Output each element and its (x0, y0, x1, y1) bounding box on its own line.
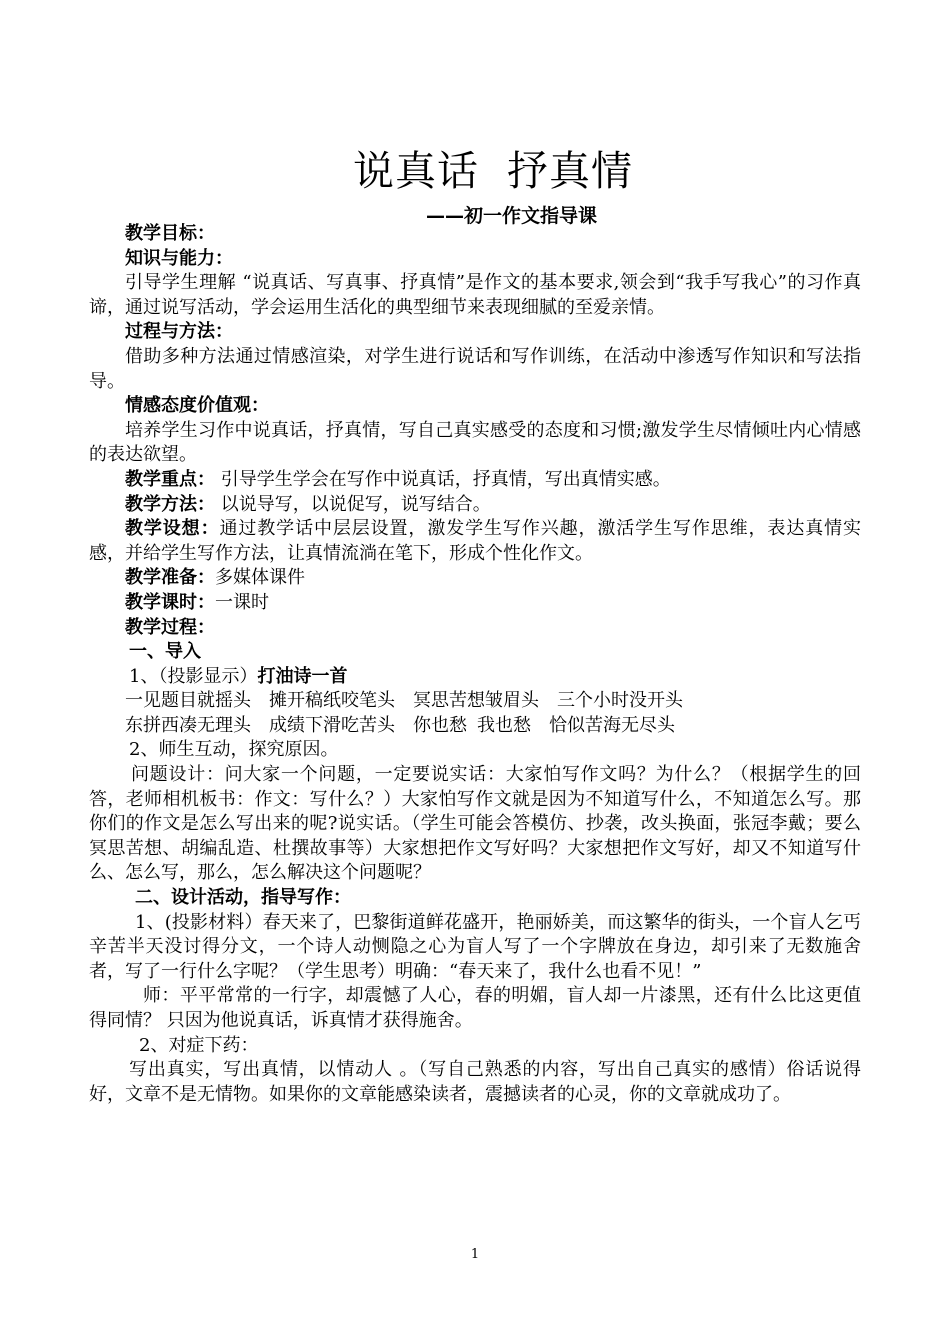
poem-line-1 (89, 689, 861, 714)
remedy-text: 写出真实，写出真情，以情动人 。（写自己熟悉的内容，写出自己真实的感情）俗话说得好，文章不是无情物。如果你的文章能感染读者，震撼读者的心灵，你的文章就成功了。 (89, 1059, 861, 1105)
teaching-method-text: 以说导写，以说促写，说写结合。 (215, 493, 491, 515)
knowledge-text: 引导学生理解 “说真话、写真事、抒真情”是作文的基本要求,领会到“我手写我心”的习作真谛，通过说写活动，学会运用生活化的典型细节来表现细腻的至爱亲情。 (89, 272, 861, 318)
teaching-design-text: 通过教学话中层层设置，激发学生写作兴趣，激活学生写作思维，表达真情实感，并给学生写作方法，让真情流淌在笔下，形成个性化作文。 (89, 518, 862, 564)
poem-phrase: 一见题目就摇头 (125, 690, 251, 712)
poem-phrase: 我也愁 (477, 714, 531, 736)
teaching-method (89, 493, 861, 518)
preparation-text: 多媒体课件 (215, 567, 305, 589)
poem-phrase: 成绩下滑吃苦头 (269, 714, 395, 736)
hours-label: 教学课时： (125, 591, 215, 613)
process-method-text: 借助多种方法通过情感渲染，对学生进行说话和写作训练，在活动中渗透写作知识和写法指导。 (89, 345, 861, 392)
page-subtitle: ——初一作文指导课 (426, 205, 598, 227)
item1-prefix: 1、（投影显示） (129, 665, 258, 687)
preparation-label: 教学准备： (125, 567, 215, 589)
page-title: 说真话 抒真情 (352, 147, 634, 195)
item1-poem-title: 打油诗一首 (257, 665, 348, 687)
teaching-method-label: 教学方法： (125, 493, 215, 515)
poem-phrase: 你也愁 (413, 714, 467, 736)
question-design: 问题设计：问大家一个问题，一定要说实话：大家怕写作文吗？为什么？（根据学生的回答，老师相机板书：作文：写什么？）大家怕写作文就是因为不知道写什么，不知道怎么写。那你们的作文是怎么写出来的呢?说实话。（学生可能会答模仿、抄袭，改头换面，张冠李戴；要么冥思苦想、胡编乱造、杜撰故事等）大家想把作文写好吗？大家想把作文写好，却又不知道写什么、怎么写，那么，怎么解决这个问题呢？ (89, 764, 861, 884)
teacher-comment: 师：平平常常的一行字，却震憾了人心，春的明媚，盲人却一片漆黑，还有什么比这更值得同情？ 只因为他说真话，诉真情才获得施舍。 (89, 985, 861, 1031)
emotion-text: 培养学生习作中说真话，抒真情，写自己真实感受的态度和习惯;激发学生尽情倾吐内心情感的表达欲望。 (89, 419, 861, 466)
teaching-design-label: 教学设想： (125, 518, 220, 540)
poem-phrase: 三个小时没开头 (557, 690, 683, 712)
key-point-label: 教学重点： (125, 468, 215, 490)
teaching-design (89, 517, 861, 566)
page-number: 1 (470, 1247, 480, 1262)
section2-item2: 2、对症下药： (139, 1034, 259, 1056)
objectives-heading: 教学目标： (125, 223, 215, 244)
document-body (89, 222, 861, 1107)
poem-line-2 (89, 714, 861, 739)
poem-phrase: 摊开稿纸咬笔头 (269, 690, 395, 712)
section1-item1 (89, 665, 861, 690)
key-point-text: 引导学生学会在写作中说真话，抒真情，写出真情实感。 (215, 468, 671, 490)
section1-item2: 2、师生互动，探究原因。 (129, 739, 339, 761)
section2-heading: 二、设计活动，指导写作： (135, 887, 351, 909)
emotion-heading: 情感态度价值观： (125, 395, 269, 417)
knowledge-heading: 知识与能力： (125, 247, 233, 269)
key-point (89, 468, 861, 493)
poem-phrase: 恰似苦海无尽头 (549, 714, 675, 736)
poem-phrase: 冥思苦想皱眉头 (413, 690, 539, 712)
teaching-preparation (89, 566, 861, 591)
section2-item1: 1、(投影材料）春天来了，巴黎街道鲜花盛开，艳丽娇美，而这繁华的街头，一个盲人乞丐辛苦半天没讨得分文，一个诗人动恻隐之心为盲人写了一个字牌放在身边，却引来了无数施舍者，写了一行什么字呢？（学生思考）明确：“春天来了，我什么也看不见！” (89, 911, 861, 982)
process-heading: 教学过程： (125, 616, 215, 638)
teaching-hours (89, 591, 861, 616)
section1-heading: 一、导入 (129, 641, 201, 663)
process-method-heading: 过程与方法： (125, 321, 233, 343)
poem-phrase: 东拼西凑无理头 (125, 714, 251, 736)
hours-text: 一课时 (215, 591, 269, 613)
